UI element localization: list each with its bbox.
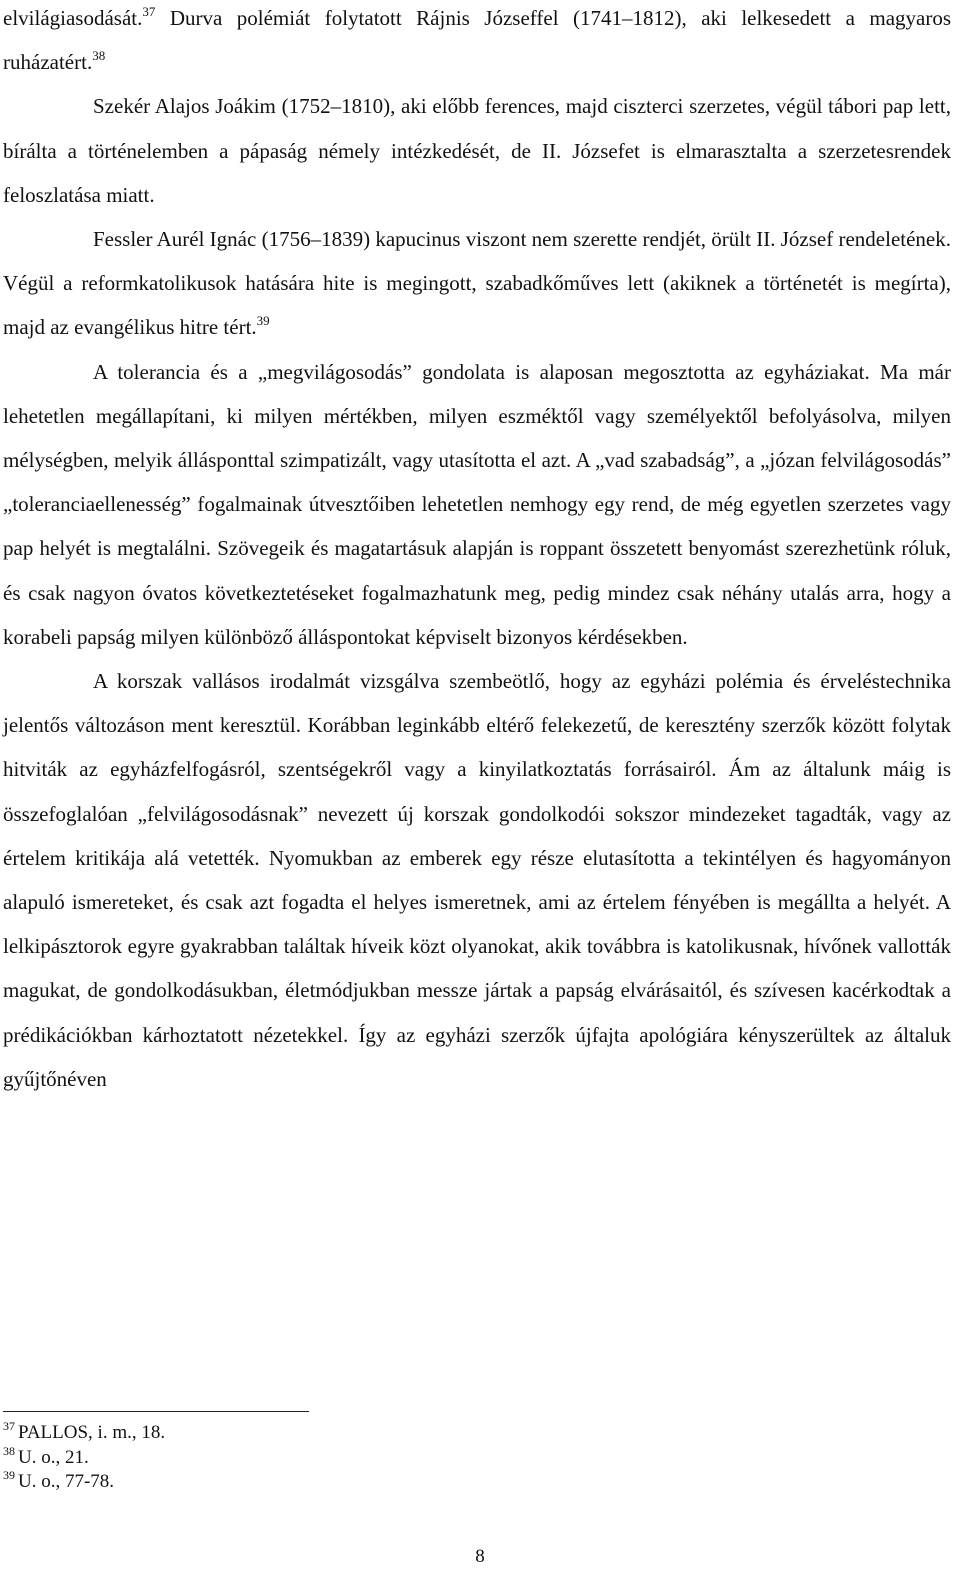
footnote-ref[interactable]: 37 xyxy=(142,4,156,19)
footnotes xyxy=(3,1421,603,1495)
paragraph xyxy=(3,217,951,350)
footnote-ref[interactable]: 38 xyxy=(92,48,106,64)
footnote-text: U. o., 77-78. xyxy=(18,1471,115,1492)
footnote xyxy=(3,1470,603,1495)
paragraph xyxy=(3,659,951,1101)
paragraph xyxy=(3,0,951,84)
body-text xyxy=(3,0,951,1101)
footnote xyxy=(3,1443,603,1471)
footnote xyxy=(3,1421,603,1446)
text-run: Fessler Aurél Ignác (1756–1839) kapucinus viszont nem szerette rendjét, örült II. József rendeletének. Végül a reformkatolikusok hatására hite is megingott, szabadkőműves lett (akiknek a történetét is megírta), majd az evangélikus hitre tért. xyxy=(3,227,951,340)
footnote-ref[interactable]: 39 xyxy=(256,313,270,329)
text-run: elvilágiasodását. xyxy=(3,6,143,30)
text-run: A tolerancia és a „megvilágosodás” gondolata is alaposan megosztotta az egyháziakat. Ma már lehetetlen megállapítani, ki milyen mértékben, milyen eszméktől vagy személyektől befolyásolva, milyen mélységben, melyik állásponttal szimpatizált, vagy utasította el azt. A „vad szabadság”, a „józan felvilágosodás” „toleranciaellenesség” fogalmainak útvesztőiben lehetetlen nemhogy egy rend, de még egyetlen szerzetes vagy pap helyét is megtalálni. Szövegeik és magatartásuk alapján is roppant összetett benyomást szerezhetünk róluk, és csak nagyon óvatos következtetéseket fogalmazhatunk meg, pedig mindez csak néhány utalás arra, hogy a korabeli papság milyen különböző álláspontokat képviselt bizonyos kérdésekben. xyxy=(3,359,951,649)
footnote-number: 38 xyxy=(3,1443,15,1458)
footnote-text: PALLOS, i. m., 18. xyxy=(18,1422,166,1443)
text-run: Durva polémiát folytatott Rájnis Józseffel (1741–1812), aki lelkesedett a magyaros ruházatért. xyxy=(3,6,951,75)
footnote-text: U. o., 21. xyxy=(18,1446,89,1468)
page-number: 8 xyxy=(475,1546,485,1567)
paragraph xyxy=(3,84,951,217)
text-run: A korszak vallásos irodalmát vizsgálva szembeötlő, hogy az egyházi polémia és érveléstechnika jelentős változáson ment keresztül. Korábban leginkább eltérő felekezetű, de keresztény szerzők között folytak hitviták az egyházfelfogásról, szentségekről vagy a kinyilatkoztatás forrásairól. Ám az általunk máig is összefoglalóan „felvilágosodásnak” nevezett új korszak gondolkodói sokszor mindezeket tagadták, vagy az értelem kritikája alá vetették. Nyomukban az emberek egy része elutasította a tekintélyen és hagyományon alapuló ismereteket, és csak azt fogadta el helyes ismeretnek, ami az értelem fényében is megállta a helyét. A lelkipásztorok egyre gyakrabban találtak híveik közt olyanokat, akik továbbra is katolikusnak, hívőnek vallották magukat, de gondolkodásukban, életmódjukban messze jártak a papság elvárásaitól, és szívesen kacérkodtak a prédikációkban kárhoztatott nézetekkel. Így az egyházi szerzők újfajta apológiára kényszerültek az általuk gyűjtőnéven xyxy=(3,669,951,1091)
paragraph xyxy=(3,350,951,659)
text-run: Szekér Alajos Joákim (1752–1810), aki előbb ferences, majd ciszterci szerzetes, végül tábori pap lett, bírálta a történelemben a pápaság némely intézkedését, de II. Józsefet is elmarasztalta a szerzetesrendek feloszlatása miatt. xyxy=(3,94,951,207)
footnote-number: 37 xyxy=(3,1419,15,1433)
footnote-number: 39 xyxy=(3,1468,15,1482)
footnote-divider xyxy=(3,1411,309,1412)
